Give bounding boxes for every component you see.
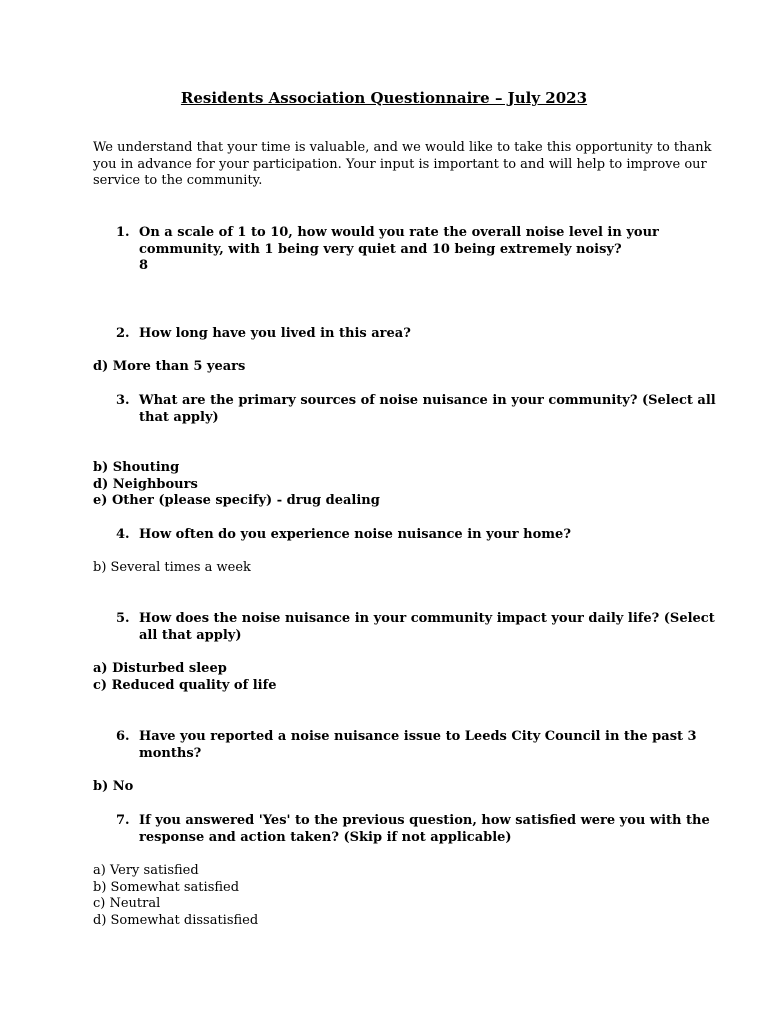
question-line: How does the noise nuisance in your community impact your daily life? (Select (139, 611, 715, 626)
question-number: 7. (116, 813, 130, 828)
question-number: 6. (116, 729, 130, 744)
answer-item: a) Very satisfied (93, 863, 199, 878)
question-line: What are the primary sources of noise nuisance in your community? (Select all (139, 393, 716, 408)
question-number: 3. (116, 393, 130, 408)
question-line: that apply) (139, 409, 219, 425)
question-line: How long have you lived in this area? (139, 326, 411, 341)
question-number: 2. (116, 326, 130, 341)
question-line: all that apply) (139, 627, 242, 643)
answer-block-7 (93, 863, 258, 929)
answer-item: b) No (93, 779, 134, 794)
answer-item: c) Reduced quality of life (93, 677, 277, 693)
intro-line: you in advance for your participation. Your input is important to and will help to improve our (93, 156, 707, 172)
answer-block-3 (93, 460, 380, 510)
question-number: 1. (116, 225, 130, 240)
answer-item: d) More than 5 years (93, 359, 246, 374)
answer-item: d) Somewhat dissatisfied (93, 912, 259, 928)
question-line: Have you reported a noise nuisance issue to Leeds City Council in the past 3 (139, 729, 697, 744)
question-line: How often do you experience noise nuisance in your home? (139, 527, 571, 542)
question-text (139, 527, 699, 544)
answer-item: d) Neighbours (93, 476, 198, 492)
question-text (139, 225, 699, 275)
answer-block-4 (93, 560, 251, 577)
question-line: response and action taken? (Skip if not applicable) (139, 829, 512, 845)
answer-item: c) Neutral (93, 896, 161, 912)
question-text (139, 393, 716, 426)
question-number: 4. (116, 527, 130, 542)
answer-item: b) Shouting (93, 460, 180, 475)
intro-line: We understand that your time is valuable, and we would like to take this opportunity to thank (93, 140, 712, 155)
question-line: months? (139, 745, 202, 761)
question-text (139, 611, 715, 644)
question-number: 5. (116, 611, 130, 626)
question-text (139, 326, 699, 343)
question-text (139, 729, 699, 762)
answer-item: a) Disturbed sleep (93, 661, 227, 676)
answer-item: b) Somewhat satisfied (93, 879, 240, 895)
page-title: Residents Association Questionnaire – July 2023 (180, 89, 588, 107)
intro-paragraph (93, 140, 712, 190)
answer-block-2 (93, 359, 245, 376)
question-line: community, with 1 being very quiet and 10 being extremely noisy? (139, 241, 622, 257)
answer-block-5 (93, 661, 276, 694)
answer-item: b) Several times a week (93, 560, 251, 575)
answer-block-6 (93, 779, 133, 796)
question-answer-value: 8 (139, 258, 149, 274)
question-line: If you answered 'Yes' to the previous question, how satisfied were you with the (139, 813, 710, 828)
question-line: On a scale of 1 to 10, how would you rate the overall noise level in your (139, 225, 659, 240)
question-text (139, 813, 710, 846)
intro-line: service to the community. (93, 173, 263, 189)
answer-item: e) Other (please specify) - drug dealing (93, 493, 380, 509)
